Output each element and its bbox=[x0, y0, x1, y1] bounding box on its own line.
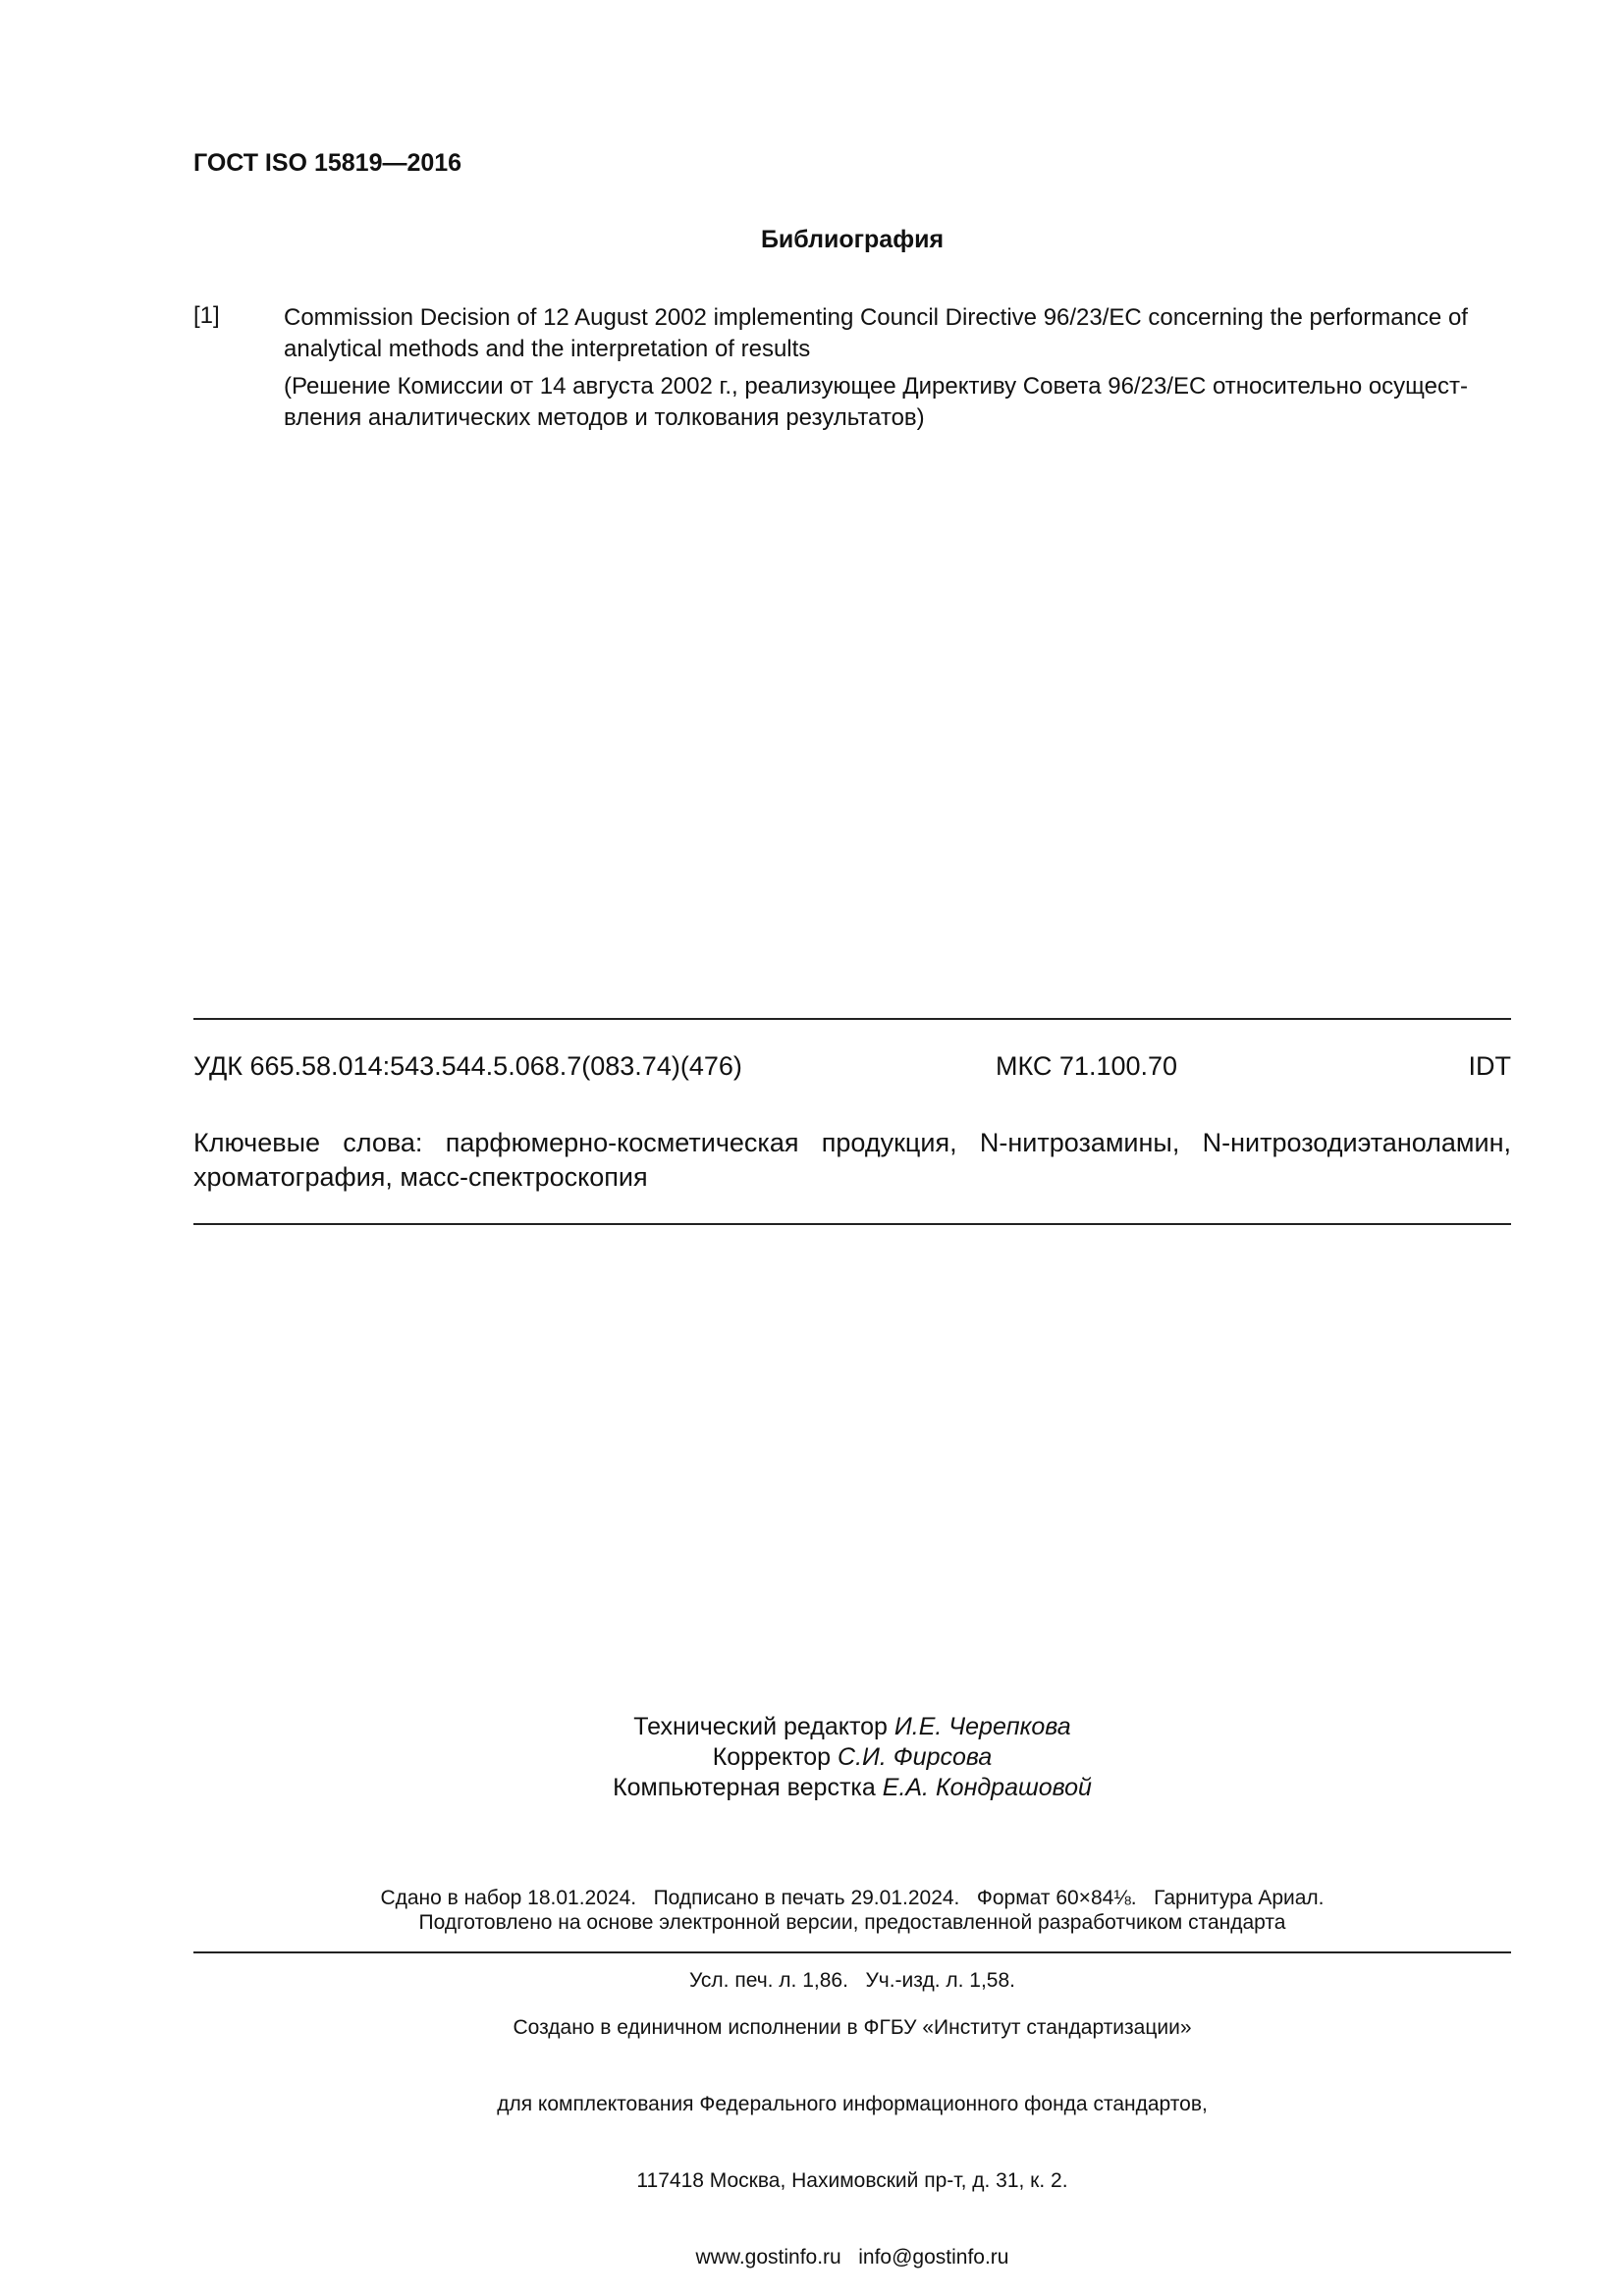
publisher-contacts bbox=[193, 2245, 1511, 2270]
keywords: Ключевые слова: парфюмерно-косметическая продукция, N-нитрозамины, N-нитрозодиэтаноламин, хроматография, масс-спектроскопия bbox=[193, 1128, 1511, 1192]
print-info-line-2: Усл. печ. л. 1,86. Уч.-изд. л. 1,58. bbox=[688, 1969, 1015, 1992]
reference-translation-text: (Решение Комиссии от 14 августа 2002 г., реализующее Директиву Совета 96/23/ЕС относительно осуществления аналитических методов и толкования результатов) bbox=[284, 373, 1468, 431]
corrector-line bbox=[193, 1742, 1511, 1773]
publisher-line-2: для комплектования Федерального информационного фонда стандартов, bbox=[497, 2093, 1208, 2115]
udk-code: УДК 665.58.014:543.544.5.068.7(083.74)(476) bbox=[193, 1051, 742, 1081]
reference-number: [1] bbox=[193, 302, 220, 329]
bibliography-title: Библиография bbox=[760, 226, 945, 253]
credits bbox=[193, 1712, 1511, 1803]
corrector-name: С.И. Фирсова bbox=[838, 1743, 993, 1771]
reference-original-text: Commission Decision of 12 August 2002 implementing Council Directive 96/23/EC concerning the performance of analytical methods and the interpretation of results bbox=[284, 304, 1468, 362]
equivalence-degree: IDT bbox=[1468, 1051, 1511, 1081]
tech-editor-name: И.Е. Черепкова bbox=[893, 1713, 1071, 1740]
corrector-role: Корректор bbox=[712, 1743, 832, 1771]
layout-line bbox=[193, 1773, 1511, 1803]
publisher-line-3: 117418 Москва, Нахимовский пр-т, д. 31, к. 2. bbox=[636, 2169, 1068, 2192]
prepared-note: Подготовлено на основе электронной версии, предоставленной разработчиком стандарта bbox=[418, 1911, 1286, 1934]
publisher-line-1: Создано в единичном исполнении в ФГБУ «Институт стандартизации» bbox=[513, 2016, 1192, 2039]
layout-role: Компьютерная верстка bbox=[613, 1774, 876, 1801]
classification-row bbox=[193, 1051, 1511, 1085]
divider-top bbox=[193, 1018, 1511, 1020]
publisher-info bbox=[193, 1964, 1511, 2296]
divider-keywords bbox=[193, 1223, 1511, 1225]
print-info-line-1: Сдано в набор 18.01.2024. Подписано в печать 29.01.2024. Формат 60×84⅛. Гарнитура Ариал. bbox=[380, 1887, 1325, 1909]
layout-name: Е.А. Кондрашовой bbox=[882, 1774, 1092, 1801]
tech-editor-line bbox=[193, 1712, 1511, 1742]
document-code: ГОСТ ISO 15819—2016 bbox=[193, 149, 462, 177]
mks-code: МКС 71.100.70 bbox=[996, 1051, 1178, 1081]
divider-bottom bbox=[193, 1951, 1511, 1953]
publisher-email[interactable]: info@gostinfo.ru bbox=[858, 2246, 1009, 2269]
tech-editor-role: Технический редактор bbox=[633, 1713, 888, 1740]
publisher-website[interactable]: www.gostinfo.ru bbox=[695, 2246, 841, 2269]
